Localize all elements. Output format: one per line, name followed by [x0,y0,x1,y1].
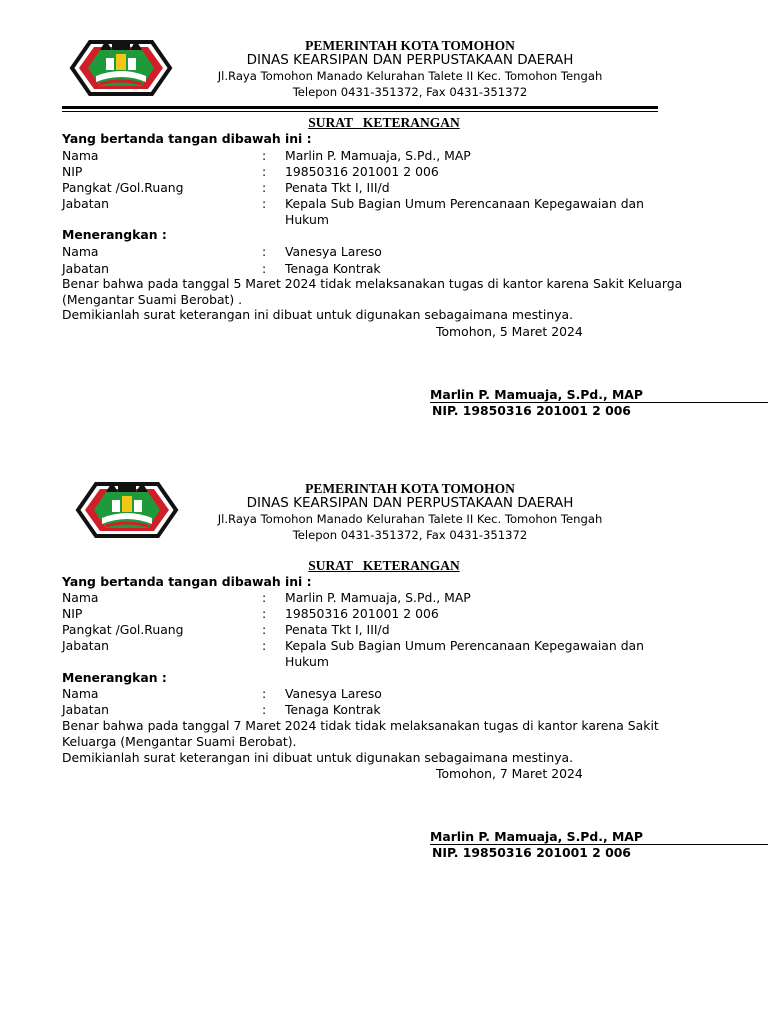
body-text: Keluarga (Mengantar Suami Berobat). [62,734,297,749]
states-label: Menerangkan : [62,227,167,242]
field-value: 19850316 201001 2 006 [285,606,439,621]
field-label: Nama [62,244,99,259]
intro-text: Yang bertanda tangan dibawah ini : [62,131,312,146]
header-department: DINAS KEARSIPAN DAN PERPUSTAKAAN DAERAH [246,52,574,68]
field-label: NIP [62,606,83,621]
header-phone: Telepon 0431-351372, Fax 0431-351372 [292,85,528,99]
signer-nip: NIP. 19850316 201001 2 006 [432,845,631,860]
field-label: Nama [62,148,99,163]
signer-nip: NIP. 19850316 201001 2 006 [432,403,631,418]
field-label: Jabatan [62,261,110,276]
closing-text: Demikianlah surat keterangan ini dibuat untuk digunakan sebagaimana mestinya. [62,750,574,765]
signer-name: Marlin P. Mamuaja, S.Pd., MAP [430,387,768,403]
intro-text: Yang bertanda tangan dibawah ini : [62,574,312,589]
field-value: Kepala Sub Bagian Umum Perencanaan Kepegawaian dan [285,196,645,211]
field-value-continued: Hukum [285,212,329,227]
field-colon: : [262,261,267,276]
field-label: Nama [62,686,99,701]
header-address: Jl.Raya Tomohon Manado Kelurahan Talete II Kec. Tomohon Tengah [217,512,603,526]
field-value: 19850316 201001 2 006 [285,164,439,179]
header-government: PEMERINTAH KOTA TOMOHON [305,38,515,53]
body-text: Benar bahwa pada tanggal 7 Maret 2024 tidak tidak melaksanakan tugas di kantor karena Sakit [62,718,659,733]
place-date: Tomohon, 7 Maret 2024 [436,766,583,781]
field-colon: : [262,148,267,163]
field-value: Tenaga Kontrak [285,702,381,717]
header-government: PEMERINTAH KOTA TOMOHON [305,481,515,496]
field-label: NIP [62,164,83,179]
field-colon: : [262,686,267,701]
field-value: Kepala Sub Bagian Umum Perencanaan Kepegawaian dan [285,638,645,653]
field-colon: : [262,180,267,195]
field-colon: : [262,244,267,259]
field-colon: : [262,606,267,621]
field-colon: : [262,590,267,605]
field-label: Nama [62,590,99,605]
field-label: Pangkat /Gol.Ruang [62,180,184,195]
field-value: Tenaga Kontrak [285,261,381,276]
field-colon: : [262,164,267,179]
header-divider [62,106,658,109]
body-text: (Mengantar Suami Berobat) . [62,292,243,307]
place-date: Tomohon, 5 Maret 2024 [436,324,583,339]
field-colon: : [262,196,267,211]
header-address: Jl.Raya Tomohon Manado Kelurahan Talete II Kec. Tomohon Tengah [217,69,603,83]
closing-text: Demikianlah surat keterangan ini dibuat untuk digunakan sebagaimana mestinya. [62,307,574,322]
letter-title: SURAT KETERANGAN [308,558,460,573]
field-value: Penata Tkt I, III/d [285,622,390,637]
letter-title: SURAT KETERANGAN [308,115,460,130]
field-value: Marlin P. Mamuaja, S.Pd., MAP [285,590,471,605]
field-colon: : [262,702,267,717]
signer-name: Marlin P. Mamuaja, S.Pd., MAP [430,829,768,845]
field-label: Jabatan [62,196,110,211]
field-label: Jabatan [62,638,110,653]
field-colon: : [262,638,267,653]
field-value: Vanesya Lareso [285,244,382,259]
field-value: Vanesya Lareso [285,686,382,701]
field-value-continued: Hukum [285,654,329,669]
field-label: Pangkat /Gol.Ruang [62,622,184,637]
header-department: DINAS KEARSIPAN DAN PERPUSTAKAAN DAERAH [246,495,574,511]
field-value: Marlin P. Mamuaja, S.Pd., MAP [285,148,471,163]
field-colon: : [262,622,267,637]
body-text: Benar bahwa pada tanggal 5 Maret 2024 tidak melaksanakan tugas di kantor karena Sakit Keluarga [62,276,683,291]
header-divider-thin [62,111,658,112]
field-value: Penata Tkt I, III/d [285,180,390,195]
field-label: Jabatan [62,702,110,717]
header-phone: Telepon 0431-351372, Fax 0431-351372 [292,528,528,542]
states-label: Menerangkan : [62,670,167,685]
